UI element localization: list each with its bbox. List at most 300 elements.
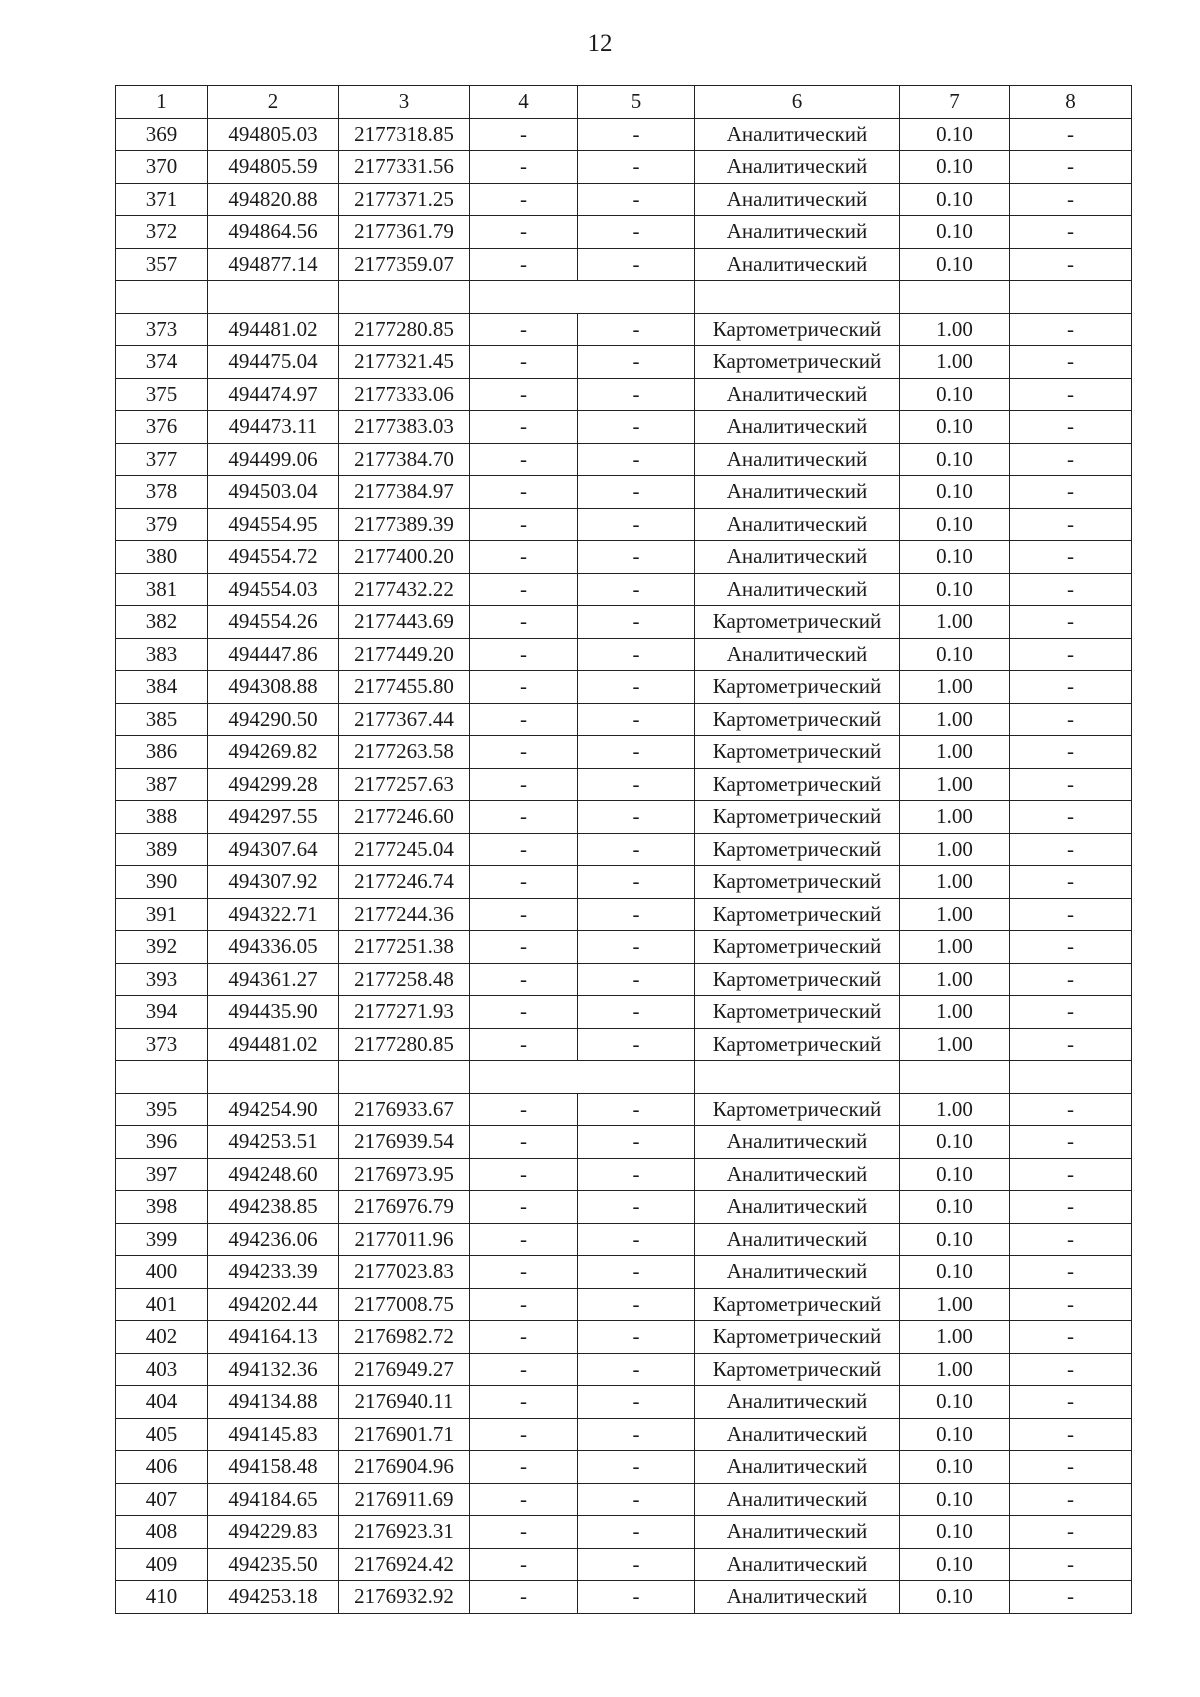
table-cell: 494253.18 (208, 1581, 339, 1614)
table-row (116, 898, 1132, 931)
table-row (116, 703, 1132, 736)
empty-cell (339, 281, 470, 314)
table-cell: - (470, 736, 578, 769)
table-cell: 2177280.85 (339, 313, 470, 346)
table-cell: 380 (116, 541, 208, 574)
table-cell: - (578, 833, 695, 866)
table-cell: Картометрический (695, 346, 900, 379)
table-cell: 494307.64 (208, 833, 339, 866)
table-cell: 0.10 (900, 183, 1010, 216)
table-row (116, 1256, 1132, 1289)
table-row (116, 1451, 1132, 1484)
table-cell: - (1010, 248, 1132, 281)
table-row (116, 866, 1132, 899)
table-cell: 0.10 (900, 1548, 1010, 1581)
table-cell: - (578, 151, 695, 184)
table-cell: - (1010, 996, 1132, 1029)
table-cell: Аналитический (695, 508, 900, 541)
table-cell: - (578, 638, 695, 671)
table-cell: 1.00 (900, 1028, 1010, 1061)
table-cell: 494805.03 (208, 118, 339, 151)
table-row (116, 1483, 1132, 1516)
table-cell: Аналитический (695, 443, 900, 476)
table-cell: 2177245.04 (339, 833, 470, 866)
table-cell: 494307.92 (208, 866, 339, 899)
header-cell: 4 (470, 86, 578, 119)
table-cell: - (578, 1223, 695, 1256)
table-cell: 494202.44 (208, 1288, 339, 1321)
table-cell: 0.10 (900, 1516, 1010, 1549)
table-cell: - (1010, 1126, 1132, 1159)
table-cell: - (470, 1451, 578, 1484)
table-cell: - (578, 183, 695, 216)
table-cell: - (470, 1516, 578, 1549)
empty-cell (1010, 1061, 1132, 1094)
table-cell: 2177384.70 (339, 443, 470, 476)
table-cell: - (470, 638, 578, 671)
table-cell: 2177383.03 (339, 411, 470, 444)
table-cell: - (470, 573, 578, 606)
table-row (116, 411, 1132, 444)
table-cell: 0.10 (900, 216, 1010, 249)
table-cell: - (578, 866, 695, 899)
table-cell: - (470, 1288, 578, 1321)
table-cell: - (578, 1353, 695, 1386)
empty-cell (470, 281, 695, 314)
table-cell: 0.10 (900, 508, 1010, 541)
table-cell: 494145.83 (208, 1418, 339, 1451)
table-cell: 410 (116, 1581, 208, 1614)
table-cell: 405 (116, 1418, 208, 1451)
table-cell: - (470, 1386, 578, 1419)
table-row (116, 1353, 1132, 1386)
table-cell: Картометрический (695, 671, 900, 704)
table-cell: - (578, 313, 695, 346)
table-cell: Картометрический (695, 1288, 900, 1321)
empty-cell (208, 1061, 339, 1094)
table-cell: - (578, 1483, 695, 1516)
table-cell: 1.00 (900, 1321, 1010, 1354)
table-cell: - (470, 118, 578, 151)
table-row (116, 1093, 1132, 1126)
coordinates-table (115, 85, 1132, 1614)
table-cell: Аналитический (695, 118, 900, 151)
table-row (116, 801, 1132, 834)
table-cell: 2176933.67 (339, 1093, 470, 1126)
table-cell: 494238.85 (208, 1191, 339, 1224)
table-cell: - (470, 931, 578, 964)
table-cell: - (470, 606, 578, 639)
table-row (116, 1158, 1132, 1191)
table-row (116, 606, 1132, 639)
table-cell: 2176976.79 (339, 1191, 470, 1224)
table-cell: 2176949.27 (339, 1353, 470, 1386)
table-cell: 2177318.85 (339, 118, 470, 151)
table-cell: - (578, 1191, 695, 1224)
table-cell: 494229.83 (208, 1516, 339, 1549)
table-cell: - (578, 931, 695, 964)
table-cell: 0.10 (900, 1223, 1010, 1256)
empty-cell (695, 281, 900, 314)
table-cell: 494236.06 (208, 1223, 339, 1256)
table-cell: 357 (116, 248, 208, 281)
empty-cell (470, 1061, 695, 1094)
table-cell: - (1010, 606, 1132, 639)
table-cell: Аналитический (695, 151, 900, 184)
table-cell: Аналитический (695, 1386, 900, 1419)
table-cell: Картометрический (695, 1321, 900, 1354)
table-cell: Аналитический (695, 1191, 900, 1224)
table-cell: - (470, 1028, 578, 1061)
table-cell: - (470, 151, 578, 184)
table-cell: Картометрический (695, 931, 900, 964)
table-cell: Картометрический (695, 833, 900, 866)
table-cell: - (578, 216, 695, 249)
table-cell: - (1010, 1321, 1132, 1354)
table-cell: 393 (116, 963, 208, 996)
table-cell: - (470, 833, 578, 866)
table-cell: - (1010, 1451, 1132, 1484)
table-cell: Картометрический (695, 1353, 900, 1386)
table-cell: Аналитический (695, 1256, 900, 1289)
table-cell: - (578, 1126, 695, 1159)
table-cell: 388 (116, 801, 208, 834)
table-cell: 381 (116, 573, 208, 606)
table-cell: 1.00 (900, 996, 1010, 1029)
table-cell: - (1010, 183, 1132, 216)
table-row (116, 768, 1132, 801)
table-cell: - (578, 1288, 695, 1321)
table-cell: Аналитический (695, 1418, 900, 1451)
table-cell: 494248.60 (208, 1158, 339, 1191)
table-cell: Картометрический (695, 996, 900, 1029)
table-cell: 494554.03 (208, 573, 339, 606)
table-cell: - (578, 1321, 695, 1354)
table-row (116, 151, 1132, 184)
table-cell: - (470, 1548, 578, 1581)
table-cell: - (1010, 1353, 1132, 1386)
table-cell: - (578, 573, 695, 606)
table-cell: 2177331.56 (339, 151, 470, 184)
table-cell: 386 (116, 736, 208, 769)
table-cell: - (470, 1418, 578, 1451)
table-cell: - (1010, 963, 1132, 996)
empty-cell (116, 1061, 208, 1094)
table-cell: 494290.50 (208, 703, 339, 736)
table-cell: 382 (116, 606, 208, 639)
table-cell: - (470, 541, 578, 574)
table-cell: 2177011.96 (339, 1223, 470, 1256)
table-cell: 2177263.58 (339, 736, 470, 769)
header-cell: 6 (695, 86, 900, 119)
table-cell: 376 (116, 411, 208, 444)
table-cell: 390 (116, 866, 208, 899)
table-cell: 494474.97 (208, 378, 339, 411)
table-cell: - (578, 1028, 695, 1061)
table-cell: - (578, 248, 695, 281)
table-cell: 384 (116, 671, 208, 704)
table-cell: - (1010, 1191, 1132, 1224)
table-cell: 2177246.74 (339, 866, 470, 899)
table-cell: 1.00 (900, 963, 1010, 996)
table-cell: - (1010, 736, 1132, 769)
header-row (116, 86, 1132, 119)
table-cell: 494820.88 (208, 183, 339, 216)
table-cell: - (1010, 476, 1132, 509)
table-cell: Аналитический (695, 1158, 900, 1191)
table-cell: - (1010, 411, 1132, 444)
table-cell: 2177389.39 (339, 508, 470, 541)
table-cell: - (470, 801, 578, 834)
table-cell: 2177455.80 (339, 671, 470, 704)
table-cell: - (470, 996, 578, 1029)
table-cell: 2177257.63 (339, 768, 470, 801)
table-cell: - (470, 346, 578, 379)
table-row (116, 1223, 1132, 1256)
table-cell: Картометрический (695, 963, 900, 996)
table-cell: 494322.71 (208, 898, 339, 931)
table-row (116, 1386, 1132, 1419)
table-cell: 0.10 (900, 1191, 1010, 1224)
table-cell: 370 (116, 151, 208, 184)
table-cell: 2177244.36 (339, 898, 470, 931)
table-cell: 494308.88 (208, 671, 339, 704)
table-cell: 2177367.44 (339, 703, 470, 736)
table-cell: - (470, 1321, 578, 1354)
table-cell: 494475.04 (208, 346, 339, 379)
table-row (116, 1028, 1132, 1061)
table-row (116, 736, 1132, 769)
table-cell: Картометрический (695, 703, 900, 736)
table-cell: - (470, 411, 578, 444)
empty-cell (900, 281, 1010, 314)
table-cell: 494554.72 (208, 541, 339, 574)
table-cell: - (578, 671, 695, 704)
table-cell: 2177359.07 (339, 248, 470, 281)
table-cell: - (1010, 443, 1132, 476)
table-cell: 0.10 (900, 1418, 1010, 1451)
table-cell: - (578, 476, 695, 509)
table-cell: - (1010, 1093, 1132, 1126)
table-cell: 494554.26 (208, 606, 339, 639)
table-cell: 403 (116, 1353, 208, 1386)
table-cell: Картометрический (695, 801, 900, 834)
table-cell: 2177384.97 (339, 476, 470, 509)
table-cell: - (470, 1483, 578, 1516)
table-cell: 1.00 (900, 1093, 1010, 1126)
table-cell: - (470, 768, 578, 801)
table-cell: 385 (116, 703, 208, 736)
table-cell: 1.00 (900, 606, 1010, 639)
table-cell: - (1010, 1418, 1132, 1451)
table-cell: 378 (116, 476, 208, 509)
table-cell: - (578, 346, 695, 379)
table-cell: 494503.04 (208, 476, 339, 509)
table-cell: 401 (116, 1288, 208, 1321)
table-cell: - (470, 1191, 578, 1224)
header-cell: 2 (208, 86, 339, 119)
table-cell: Аналитический (695, 183, 900, 216)
table-cell: 494447.86 (208, 638, 339, 671)
table-cell: 371 (116, 183, 208, 216)
header-cell: 7 (900, 86, 1010, 119)
table-cell: 375 (116, 378, 208, 411)
table-cell: - (1010, 573, 1132, 606)
table-cell: Аналитический (695, 541, 900, 574)
table-cell: 2177400.20 (339, 541, 470, 574)
table-cell: 392 (116, 931, 208, 964)
separator-row (116, 281, 1132, 314)
table-cell: - (578, 411, 695, 444)
table-cell: Аналитический (695, 378, 900, 411)
table-cell: 2176982.72 (339, 1321, 470, 1354)
table-cell: - (470, 1223, 578, 1256)
table-cell: - (578, 541, 695, 574)
table-cell: 494233.39 (208, 1256, 339, 1289)
table-cell: 1.00 (900, 866, 1010, 899)
header-cell: 8 (1010, 86, 1132, 119)
table-cell: 409 (116, 1548, 208, 1581)
table-row (116, 1321, 1132, 1354)
table-cell: Аналитический (695, 1126, 900, 1159)
table-cell: - (470, 671, 578, 704)
table-cell: 399 (116, 1223, 208, 1256)
table-cell: - (470, 703, 578, 736)
table-cell: 387 (116, 768, 208, 801)
table-cell: 494554.95 (208, 508, 339, 541)
table-cell: 2177449.20 (339, 638, 470, 671)
table-cell: - (578, 963, 695, 996)
table-cell: 0.10 (900, 411, 1010, 444)
table-row (116, 443, 1132, 476)
table-cell: Картометрический (695, 1093, 900, 1126)
table-cell: 379 (116, 508, 208, 541)
table-row (116, 378, 1132, 411)
table-cell: - (1010, 1028, 1132, 1061)
table-cell: 383 (116, 638, 208, 671)
table-cell: Картометрический (695, 898, 900, 931)
table-row (116, 833, 1132, 866)
table-row (116, 671, 1132, 704)
empty-cell (116, 281, 208, 314)
table-cell: 1.00 (900, 931, 1010, 964)
table-cell: - (470, 1158, 578, 1191)
table-cell: Аналитический (695, 573, 900, 606)
table-cell: 407 (116, 1483, 208, 1516)
table-cell: 1.00 (900, 1288, 1010, 1321)
table-cell: 0.10 (900, 378, 1010, 411)
table-cell: 494481.02 (208, 313, 339, 346)
table-cell: 494235.50 (208, 1548, 339, 1581)
table-cell: - (470, 1353, 578, 1386)
table-cell: 494297.55 (208, 801, 339, 834)
table-cell: - (578, 1581, 695, 1614)
table-cell: 0.10 (900, 151, 1010, 184)
table-cell: - (578, 1516, 695, 1549)
table-row (116, 996, 1132, 1029)
table-cell: Картометрический (695, 606, 900, 639)
table-cell: 1.00 (900, 313, 1010, 346)
table-cell: - (578, 1158, 695, 1191)
table-cell: 377 (116, 443, 208, 476)
table-cell: - (470, 216, 578, 249)
table-cell: - (470, 1093, 578, 1126)
table-cell: 0.10 (900, 1158, 1010, 1191)
table-row (116, 573, 1132, 606)
table-row (116, 118, 1132, 151)
page-number: 12 (587, 30, 613, 57)
table-cell: 2176939.54 (339, 1126, 470, 1159)
separator-row (116, 1061, 1132, 1094)
table-cell: - (1010, 1548, 1132, 1581)
table-cell: - (1010, 703, 1132, 736)
table-cell: 0.10 (900, 1126, 1010, 1159)
table-row (116, 1418, 1132, 1451)
table-row (116, 1548, 1132, 1581)
table-cell: 0.10 (900, 638, 1010, 671)
table-cell: 2177443.69 (339, 606, 470, 639)
table-cell: 494164.13 (208, 1321, 339, 1354)
table-cell: - (578, 508, 695, 541)
table-cell: 0.10 (900, 541, 1010, 574)
table-cell: 374 (116, 346, 208, 379)
table-cell: - (1010, 216, 1132, 249)
table-cell: 494864.56 (208, 216, 339, 249)
table-cell: - (470, 183, 578, 216)
table-row (116, 1288, 1132, 1321)
table-cell: 2177008.75 (339, 1288, 470, 1321)
table-cell: 0.10 (900, 476, 1010, 509)
table-row (116, 541, 1132, 574)
table-cell: 1.00 (900, 833, 1010, 866)
table-cell: - (578, 768, 695, 801)
table-row (116, 476, 1132, 509)
table-cell: - (470, 1256, 578, 1289)
table-cell: 494481.02 (208, 1028, 339, 1061)
table-cell: 2177251.38 (339, 931, 470, 964)
table-cell: 2176932.92 (339, 1581, 470, 1614)
header-cell: 1 (116, 86, 208, 119)
table-cell: - (578, 1256, 695, 1289)
table-cell: - (1010, 541, 1132, 574)
table-body (116, 86, 1132, 1614)
table-cell: - (470, 443, 578, 476)
table-cell: Картометрический (695, 736, 900, 769)
table-cell: - (1010, 638, 1132, 671)
table-cell: 494877.14 (208, 248, 339, 281)
table-cell: 1.00 (900, 671, 1010, 704)
table-cell: - (1010, 833, 1132, 866)
table-cell: 1.00 (900, 801, 1010, 834)
table-cell: - (1010, 313, 1132, 346)
table-row (116, 313, 1132, 346)
table-cell: 1.00 (900, 1353, 1010, 1386)
table-cell: 494253.51 (208, 1126, 339, 1159)
table-cell: - (470, 866, 578, 899)
table-cell: 397 (116, 1158, 208, 1191)
table-cell: 2176904.96 (339, 1451, 470, 1484)
table-cell: - (1010, 118, 1132, 151)
table-cell: 2177246.60 (339, 801, 470, 834)
table-cell: 0.10 (900, 248, 1010, 281)
table-cell: 2177258.48 (339, 963, 470, 996)
table-row (116, 1191, 1132, 1224)
table-row (116, 346, 1132, 379)
table-cell: 494132.36 (208, 1353, 339, 1386)
table-row (116, 1581, 1132, 1614)
table-cell: 494499.06 (208, 443, 339, 476)
table-cell: - (1010, 151, 1132, 184)
